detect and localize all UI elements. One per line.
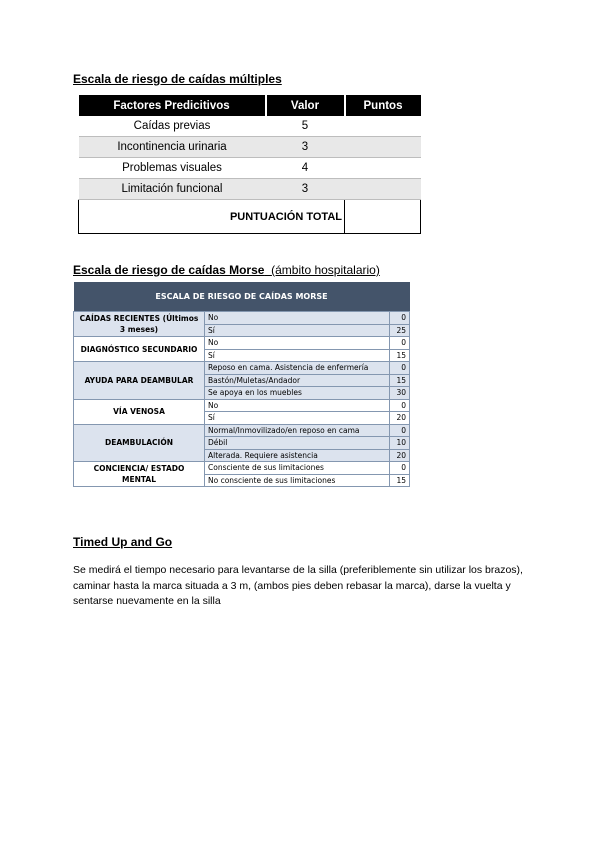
option-cell: Sí [205,324,390,337]
table-row [74,424,410,437]
points-cell: 15 [390,349,410,362]
tug-description: Se medirá el tiempo necesario para levantarse de la silla (preferiblemente sin utilizar los brazos), caminar hasta la marca situada a 3 m, (ambos pies deben rebasar la marca), darse la vuelta y sentarse nuevamente en la silla [73,564,523,607]
points-cell: 0 [390,424,410,437]
factor-cell: Caídas previas [79,116,266,137]
option-cell: Consciente de sus limitaciones [205,462,390,475]
points-cell: 10 [390,437,410,450]
table-row [74,337,410,350]
category-cell: VÍA VENOSA [74,399,205,424]
points-cell: 0 [390,362,410,375]
table-row [79,158,421,179]
option-cell: Sí [205,412,390,425]
factor-cell: Limitación funcional [79,179,266,200]
option-cell: Normal/Inmovilizado/en reposo en cama [205,424,390,437]
category-cell: CONCIENCIA/ ESTADO MENTAL [74,462,205,487]
value-cell: 3 [266,137,345,158]
multiple-falls-risk-table [78,95,421,234]
section2-heading-note: (ámbito hospitalario) [271,263,380,277]
col-header-factors: Factores Predicitivos [79,95,266,116]
col-header-value: Valor [266,95,345,116]
points-cell [345,116,421,137]
category-cell: DIAGNÓSTICO SECUNDARIO [74,337,205,362]
section2-heading [73,263,380,277]
option-cell: Bastón/Muletas/Andador [205,374,390,387]
section1-heading: Escala de riesgo de caídas múltiples [73,72,282,86]
section3-heading: Timed Up and Go [73,535,173,549]
value-cell: 5 [266,116,345,137]
table-row [79,137,421,158]
total-label: PUNTUACIÓN TOTAL [79,200,345,234]
points-cell: 25 [390,324,410,337]
option-cell: Sí [205,349,390,362]
points-cell: 20 [390,412,410,425]
option-cell: Alterada. Requiere asistencia [205,449,390,462]
table-row [74,399,410,412]
morse-table-title: ESCALA DE RIESGO DE CAÍDAS MORSE [74,282,410,312]
factor-cell: Incontinencia urinaria [79,137,266,158]
section2-heading-title: Escala de riesgo de caídas Morse [73,263,265,277]
morse-fall-scale-table [73,282,410,487]
morse-title-row [74,282,410,312]
option-cell: Reposo en cama. Asistencia de enfermería [205,362,390,375]
option-cell: No [205,337,390,350]
total-points-cell [345,200,421,234]
category-cell: DEAMBULACIÓN [74,424,205,462]
category-cell: CAÍDAS RECIENTES (Últimos 3 meses) [74,312,205,337]
table-row [74,312,410,325]
table-row [79,179,421,200]
points-cell: 0 [390,312,410,325]
points-cell: 0 [390,399,410,412]
option-cell: No [205,399,390,412]
points-cell: 0 [390,462,410,475]
points-cell [345,179,421,200]
points-cell [345,158,421,179]
option-cell: No [205,312,390,325]
table-row [79,116,421,137]
points-cell [345,137,421,158]
option-cell: Débil [205,437,390,450]
points-cell: 30 [390,387,410,400]
option-cell: Se apoya en los muebles [205,387,390,400]
table-header-row [79,95,421,116]
col-header-points: Puntos [345,95,421,116]
option-cell: No consciente de sus limitaciones [205,474,390,487]
table-row [74,462,410,475]
points-cell: 0 [390,337,410,350]
category-cell: AYUDA PARA DEAMBULAR [74,362,205,400]
value-cell: 4 [266,158,345,179]
table-row [74,362,410,375]
factor-cell: Problemas visuales [79,158,266,179]
points-cell: 20 [390,449,410,462]
total-row [79,200,421,234]
value-cell: 3 [266,179,345,200]
points-cell: 15 [390,474,410,487]
points-cell: 15 [390,374,410,387]
